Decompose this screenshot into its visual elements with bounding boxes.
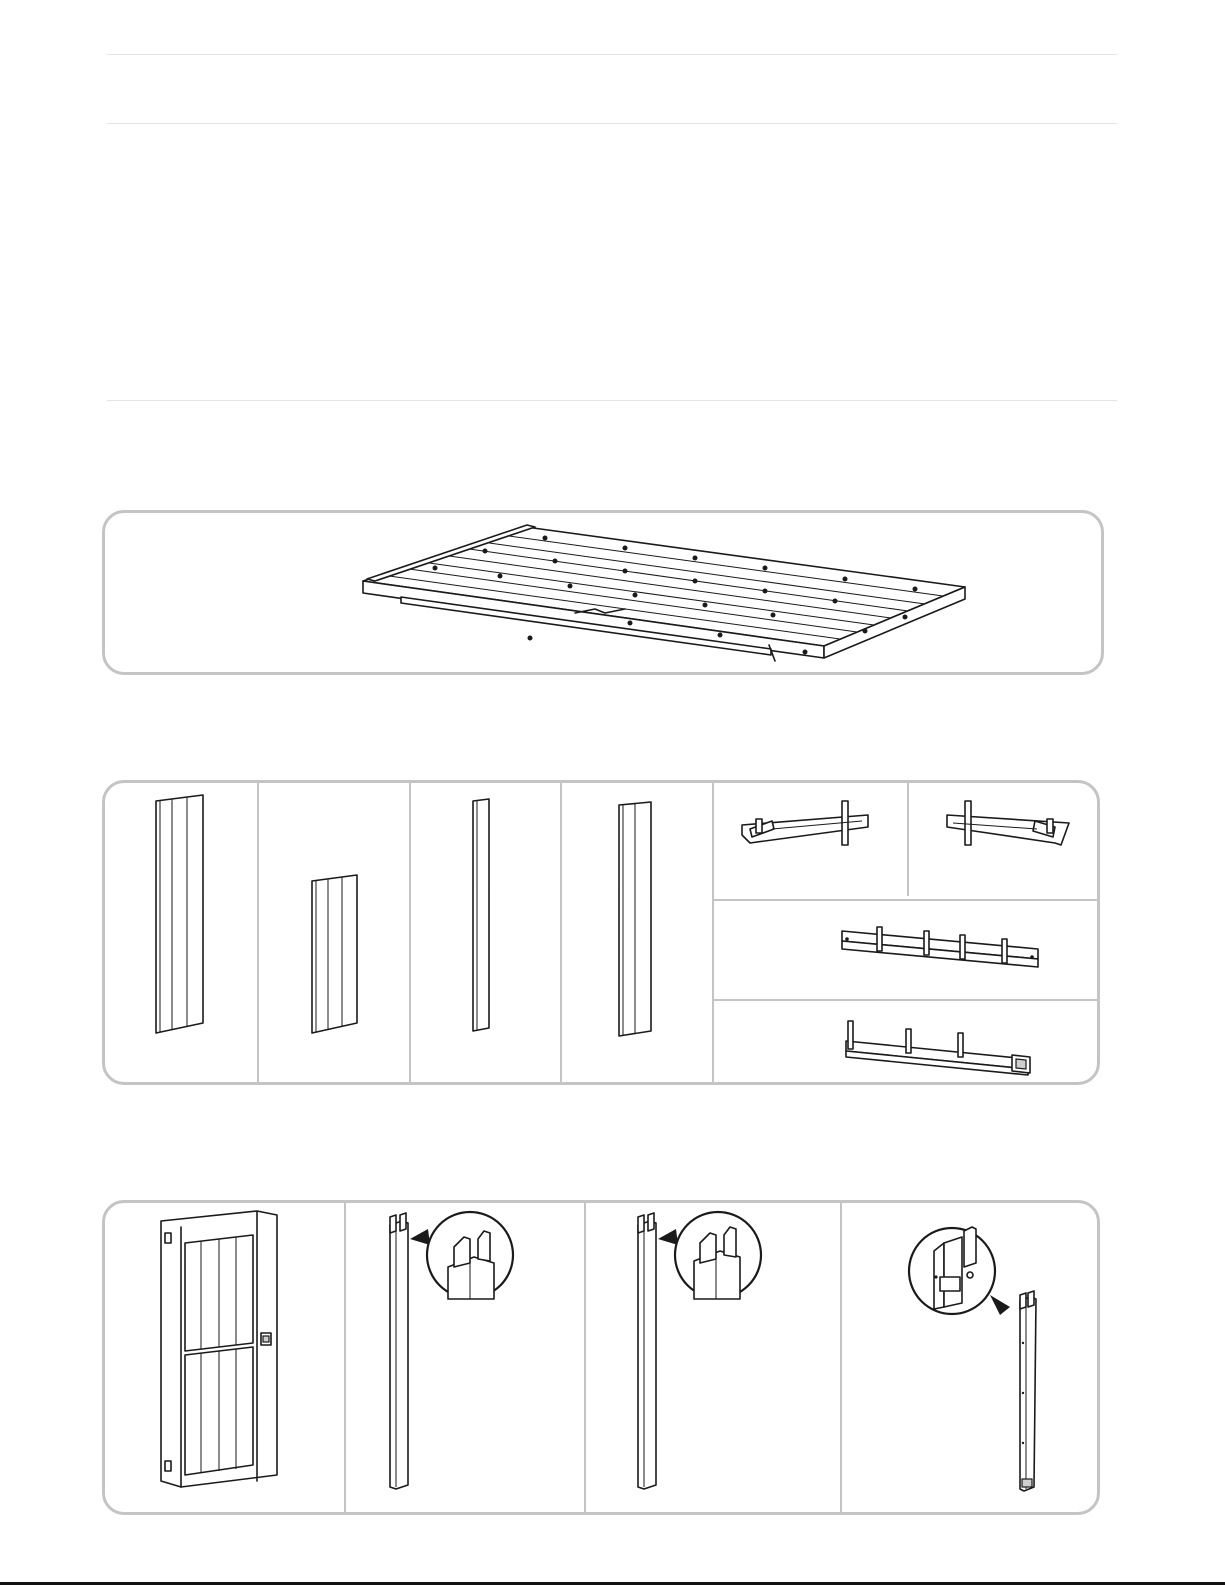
right-corner-bracket-icon — [907, 783, 1100, 899]
right-door-post-icon — [584, 1203, 840, 1515]
wide-wall-panel-icon — [105, 783, 257, 1085]
left-door-post-icon — [344, 1203, 584, 1515]
double-wall-panel-icon — [560, 783, 712, 1085]
floor-parts-panel — [102, 510, 1104, 675]
floor-panel-icon — [105, 513, 1104, 675]
wall-parts-panel — [102, 780, 1100, 1085]
long-beam-with-pegs-icon — [712, 899, 1100, 999]
top-divider — [107, 54, 1117, 55]
narrow-wall-panel-icon — [409, 783, 560, 1085]
door-parts-panel — [102, 1200, 1100, 1515]
corner-post-icon — [840, 1203, 1100, 1515]
section-divider — [107, 400, 1117, 401]
short-wall-panel-icon — [257, 783, 409, 1085]
header-divider — [107, 123, 1117, 124]
door-icon — [105, 1203, 344, 1515]
left-corner-bracket-icon — [712, 783, 907, 899]
beam-with-end-cap-icon — [712, 999, 1100, 1085]
